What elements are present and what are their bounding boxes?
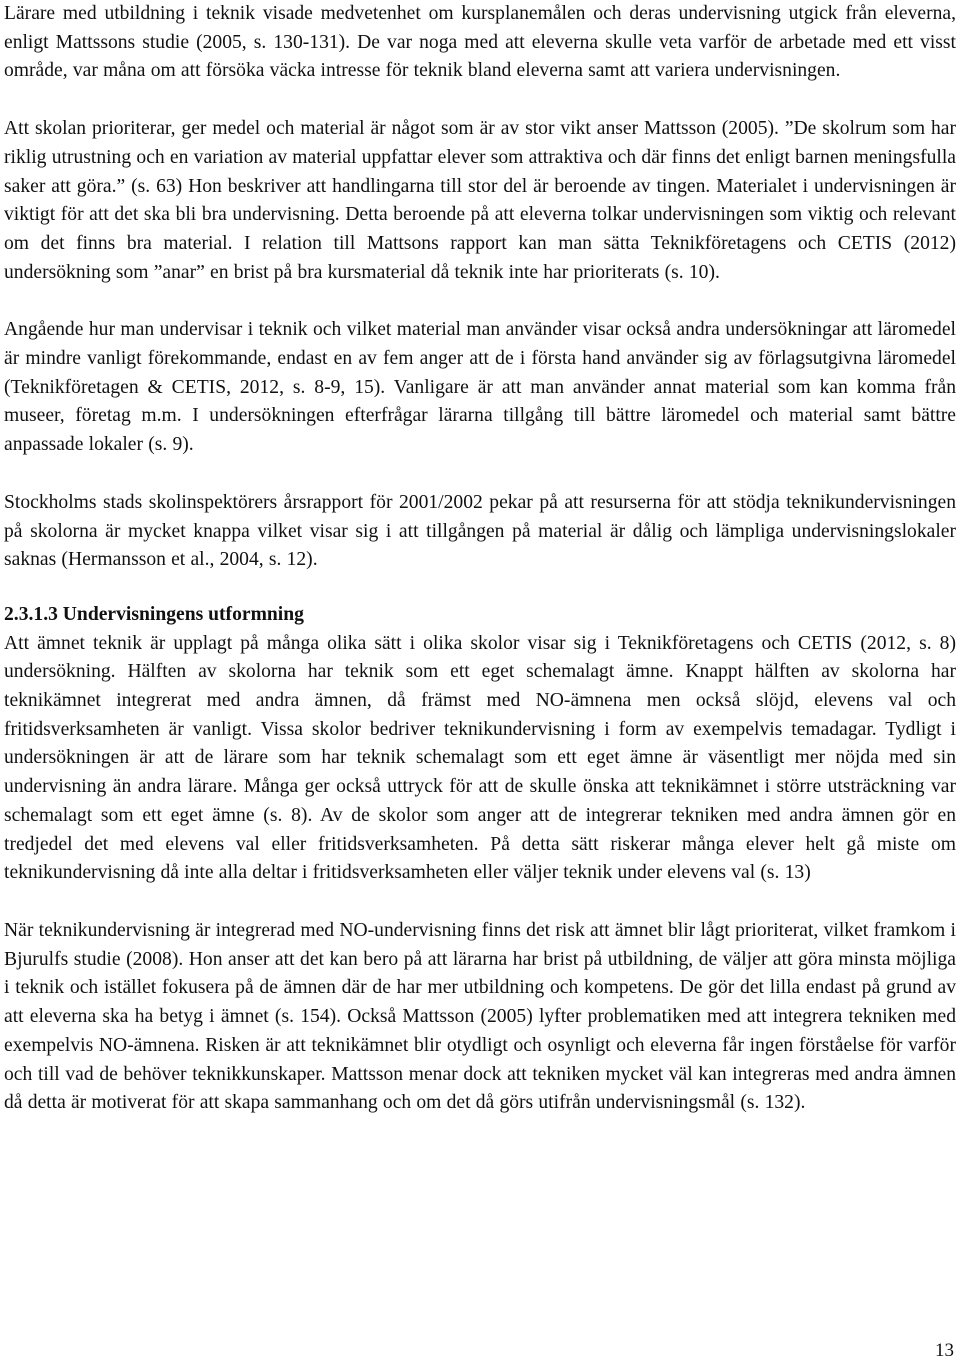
paragraph-gap bbox=[4, 888, 956, 917]
page-number: 13 bbox=[935, 1340, 954, 1361]
paragraph-gap bbox=[4, 86, 956, 115]
paragraph-gap bbox=[4, 575, 956, 601]
paragraph-gap bbox=[4, 287, 956, 316]
paragraph: Att skolan prioriterar, ger medel och material är något som är av stor vikt anser Mattsson (2005). ”De skolrum som har riklig utrustning och en variation av material uppfattar elever som attraktiva och där finns det enligt barnen meningsfulla saker att göra.” (s. 63) Hon beskriver att handlingarna till stor del är beroende av tingen. Materialet i undervisningen är viktigt för att det ska bli bra undervisning. Detta beroende på att eleverna tolkar undervisningen som viktig och relevant om det finns bra material. I relation till Mattsons rapport kan man sätta Teknikföretagens och CETIS (2012) undersökning som ”anar” en brist på bra kursmaterial då teknik inte har prioriterats (s. 10). bbox=[4, 118, 956, 283]
section-heading: 2.3.1.3 Undervisningens utformning bbox=[4, 603, 304, 625]
paragraph: Angående hur man undervisar i teknik och vilket material man använder visar också andra undersökningar att läromedel är mindre vanligt förekommande, endast en av fem anger att de i första hand använder sig av förlagsutgivna läromedel (Teknikföretagen & CETIS, 2012, s. 8-9, 15). Vanligare är att man använder annat material som kan komma från museer, företag m.m. I undersökningen efterfrågar lärarna tillgång till bättre läromedel och material samt bättre anpassade lokaler (s. 9). bbox=[4, 319, 956, 456]
paragraph: Stockholms stads skolinspektörers årsrapport för 2001/2002 pekar på att resurserna för att stödja teknikundervisningen på skolorna är mycket knappa vilket visar sig i att tillgången på material är dålig och lämpliga undervisningslokaler saknas (Hermansson et al., 2004, s. 12). bbox=[4, 491, 956, 571]
paragraph: När teknikundervisning är integrerad med NO-undervisning finns det risk att ämnet blir lågt prioriterat, vilket framkom i Bjurulfs studie (2008). Hon anser att det kan bero på att lärarna har brist på utbildning, de väljer att göra minsta möjliga i teknik och istället fokusera på de ämnen där de har mer utbildning och kompetens. De gör det lilla endast på grund av att eleverna ska ha betyg i ämnet (s. 154). Också Mattsson (2005) lyfter problematiken med att integrera tekniken med exempelvis NO-ämnena. Risken är att teknikämnet blir otydligt och osynligt och eleverna får ingen förståelse för varför och till vad de behöver teknikkunskaper. Mattsson menar dock att tekniken mycket väl kan integreras med andra ämnen då detta är motiverat för att skapa sammanhang och om det då görs utifrån undervisningsmål (s. 132). bbox=[4, 919, 956, 1114]
paragraph: Att ämnet teknik är upplagt på många olika sätt i olika skolor visar sig i Teknikföretagens och CETIS (2012, s. 8) undersökning. Hälften av skolorna har teknik som ett eget schemalagt ämne. Knappt hälften av skolorna har teknikämnet integrerat med andra ämnen, då främst med NO-ämnena men också slöjd, elevens val och fritidsverksamheten är vanligt. Vissa skolor bedriver teknikundervisning i form av exempelvis temadagar. Tydligt i undersökningen är att de lärare som har teknik schemalagt som ett eget ämne är väsentligt mer nöjda med sin undervisning än andra lärare. Många ger också uttryck för att de skulle önska att teknikämnet i större utsträckning var schemalagt som ett eget ämne (s. 8). Av de skolor som anger att de integrerar tekniken med andra ämnen gör en tredjedel det med elevens val eller fritidsverksamheten. På detta sätt riskerar många elever helt gå miste om teknikundervisning då inte alla deltar i fritidsverksamheten eller väljer teknik under elevens val (s. 13) bbox=[4, 632, 956, 884]
document-page bbox=[4, 0, 956, 1118]
paragraph-gap bbox=[4, 460, 956, 489]
paragraph: Lärare med utbildning i teknik visade medvetenhet om kursplanemålen och deras undervisning utgick från eleverna, enligt Mattssons studie (2005, s. 130-131). De var noga med att eleverna skulle veta varför de arbetade med ett visst område, var måna om att försöka väcka intresse för teknik bland eleverna samt att variera undervisningen. bbox=[4, 3, 956, 82]
